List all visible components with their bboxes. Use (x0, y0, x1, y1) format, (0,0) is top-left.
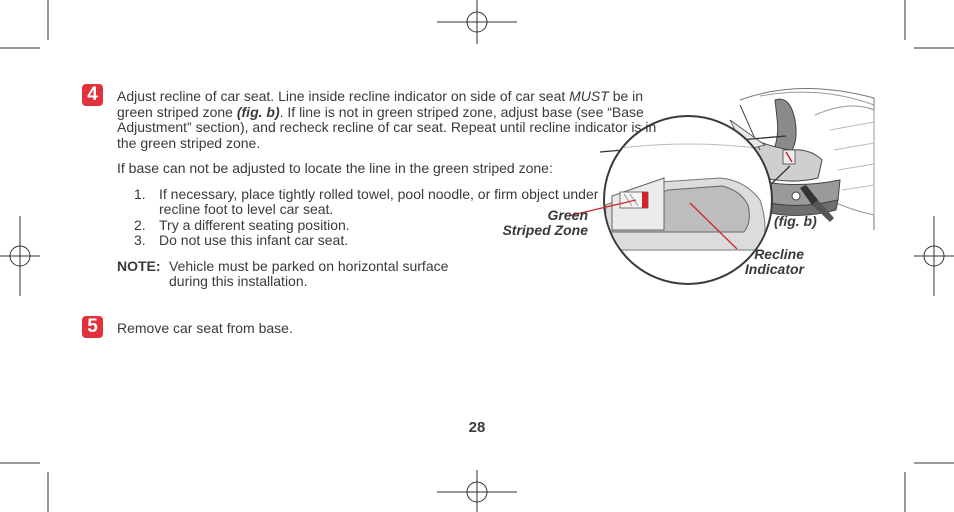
intro-text-part: . If line is not in green striped zone, adjust base (see “Base Adjustment” section), and recheck recline of car seat. Repeat until recline indicator is in the green striped zone. (117, 103, 657, 151)
list-number: 2. (134, 216, 146, 233)
step-4-fallback: If base can not be adjusted to locate the line in the green striped zone: (117, 160, 553, 176)
callout-line: Green (547, 207, 588, 223)
callout-line: Recline (754, 246, 804, 262)
note-text: Vehicle must be parked on horizontal surface during this installation. (169, 257, 449, 289)
list-number: 1. (134, 185, 146, 202)
step-5-badge: 5 (82, 316, 103, 338)
step-4-badge: 4 (82, 84, 103, 106)
green-striped-zone-label (486, 208, 588, 238)
recline-indicator-label (726, 247, 804, 277)
step-5-instructions: Remove car seat from base. (117, 320, 293, 336)
list-item-text: If necessary, place tightly rolled towel, pool noodle, or firm object under recline foot to level car seat. (159, 185, 599, 217)
list-number: 3. (134, 232, 146, 248)
callout-line: Indicator (744, 261, 804, 277)
note-label: NOTE: (117, 257, 161, 274)
list-item-text: Try a different seating position. (159, 216, 350, 233)
step-4-instructions (117, 89, 662, 290)
figure-reference: (fig. b) (236, 103, 280, 120)
must-emphasis: MUST (569, 88, 609, 104)
intro-text-part: be in green striped zone (117, 88, 644, 120)
step-4-intro (117, 89, 662, 151)
note-block (117, 259, 479, 290)
page-number: 28 (468, 419, 486, 436)
list-item-text: Do not use this infant car seat. (159, 232, 349, 248)
callout-line: Striped Zone (502, 222, 588, 238)
figure-caption: (fig. b) (774, 213, 817, 229)
intro-text-part: Adjust recline of car seat. Line inside recline indicator on side of car seat (117, 88, 570, 104)
